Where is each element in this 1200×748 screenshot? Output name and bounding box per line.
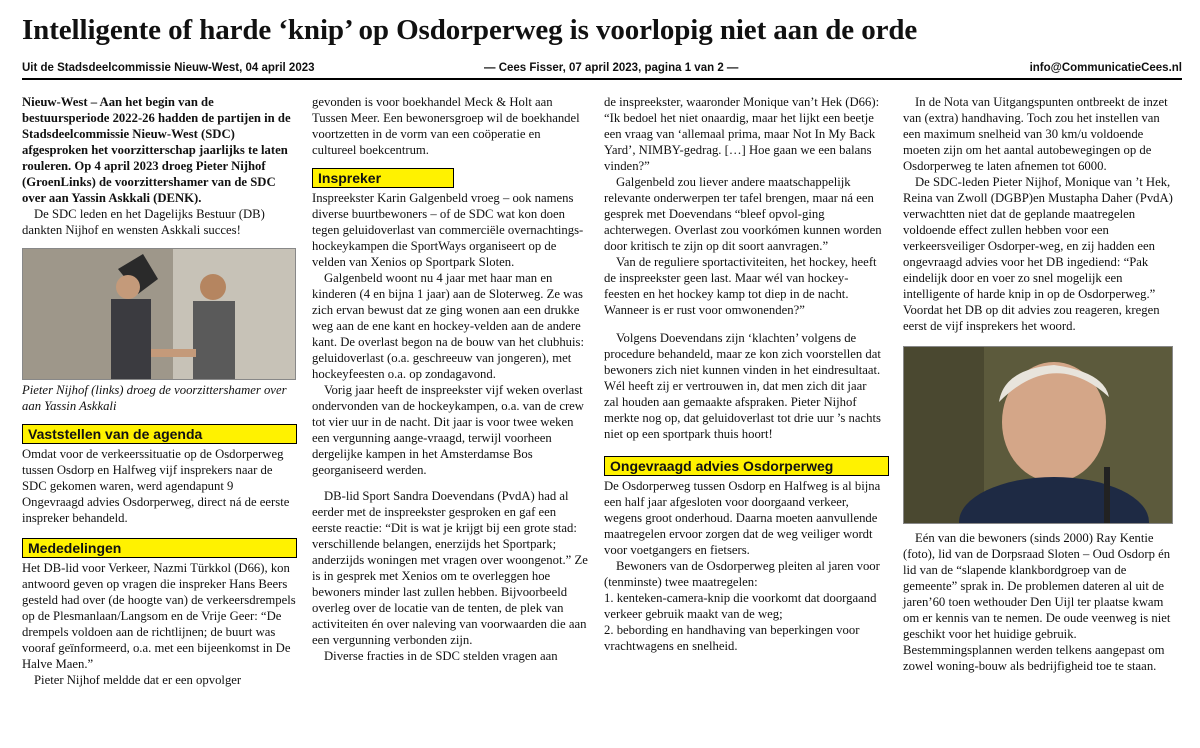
paragraph: Bewoners van de Osdorperweg pleiten al jaren voor (tenminste) twee maatregelen: — [604, 559, 880, 589]
paragraph: Het DB-lid voor Verkeer, Nazmi Türkkol (D66), kon antwoord geven op vragen die inspreker Hans Beers gesteld had over (de hoogte van) de verkeersdrempels op de Plesmanlaan/Langsom en de Vrije Geer: “De drempels voldoen aan de richtlijnen; de buurt was vooraf geïnformeerd, o.a. met een bijeenkomst in De Halve Maen.” — [22, 561, 296, 671]
column-2 — [312, 94, 588, 664]
section-heading-advies: Ongevraagd advies Osdorperweg — [604, 456, 889, 476]
author-line: — Cees Fisser, 07 april 2023, pagina 1 van 2 — — [484, 62, 739, 74]
paragraph: In de Nota van Uitgangspunten ontbreekt de inzet van (extra) handhaving. Toch zou het instellen van een maximum snelheid van 30 km/u voldoende moeten zijn om het aantal autobewegingen op de Osdorperweg te laten afnemen tot 6000. — [903, 95, 1168, 173]
column-1 — [22, 94, 297, 688]
paragraph: Pieter Nijhof meldde dat er een opvolger — [34, 673, 242, 687]
article-title: Intelligente of harde ‘knip’ op Osdorperweg is voorlopig niet aan de orde — [22, 14, 918, 46]
paragraph: Vorig jaar heeft de inspreekster vijf weken overlast ondervonden van de hockeykampen, o.a. van de crew tot vier uur in de nacht. Dit jaar is voor twee weken een vergunning aange-vraagd, terwijl voorheen dergelijke kampen in het Amsterdamse Bos georganiseerd werden. — [312, 383, 584, 477]
paragraph: De SDC leden en het Dagelijks Bestuur (DB) dankten Nijhof en wensten Askkali succes! — [22, 207, 265, 237]
handshake-photo-icon — [23, 249, 296, 380]
email-link[interactable]: info@CommunicatieCees.nl — [1029, 62, 1182, 74]
paragraph: Diverse fracties in de SDC stelden vragen aan — [324, 649, 558, 663]
paragraph: De SDC-leden Pieter Nijhof, Monique van ’t Hek, Reina van Zwoll (DGBP)en Mustapha Daher (PvdA) verwachtten niet dat de geplande maatregelen voldoende effect zullen hebben voor een verkeersveiliger Osdorper-weg, en zij hadden een ongevraagd advies voor het DB ingediend: “Pak eindelijk door en voer zo snel mogelijk een intelligente of harde knip in op de Osdorperweg.” — [903, 175, 1173, 301]
intro-paragraph: Nieuw-West – Aan het begin van de bestuursperiode 2022-26 hadden de partijen in de Stadsdeelcommissie Nieuw-West (SDC) afgesproken het voorzitterschap jaarlijks te laten rouleren. Op 4 april 2023 droeg Pieter Nijhof (GroenLinks) de voorzittershamer van de SDC over aan Yassin Askkali (DENK). — [22, 95, 291, 205]
photo-handover — [22, 248, 296, 380]
list-item: 2. bebording en handhaving van beperkingen voor vrachtwagens en snelheid. — [604, 623, 860, 653]
paragraph: De Osdorperweg tussen Osdorp en Halfweg is al bijna een half jaar afgesloten voor doorgaand verkeer, wegens groot onderhoud. Daarna moeten aanvullende maatregelen ervoor zorgen dat de weg veiliger wordt voor voetgangers en fietsers. — [604, 479, 881, 557]
photo-ray-kentie — [903, 346, 1173, 524]
paragraph: DB-lid Sport Sandra Doevendans (PvdA) had al eerder met de inspreekster gesproken en gaf een eerste reactie: “Dit is wat je krijgt bij een grote stad: verschillende belangen, enerzijds het Sportpark; anderzijds woningen met vragen over woongenot.” Ze is in gesprek met Xenios om te overleggen hoe bewoners minder last zullen hebben. Bijvoorbeeld overleg over de locatie van de tenten, de plek van activiteiten én over naleving van voorwaarden die aan een vergunning verbonden zijn. — [312, 489, 588, 647]
paragraph: Galgenbeld woont nu 4 jaar met haar man en kinderen (4 en bijna 1 jaar) aan de Sloterweg. Ze was zich ervan bewust dat ze ging wonen aan een drukke weg aan de ene kant en hockey-velden aan de andere kant. De overlast begon na de bouw van het clubhuis: geluidoverlast (o.a. geschreeuw van jongeren), met hockeyfeesten o.a. op zondagavond. — [312, 271, 585, 381]
section-heading-mededelingen: Mededelingen — [22, 538, 297, 558]
paragraph: Volgens Doevendans zijn ‘klachten’ volgens de procedure behandeld, maar ze kon zich voorstellen dat bewoners zich niet kunnen vinden in het eindresultaat. Wél heeft zij er vertrouwen in, dat men zich dit jaar zal houden aan gemaakte afspraken. Pieter Nijhof merkte nog op, dat geluidoverlast tot drie uur ’s nachts niet op een sportpark thuis hoort! — [604, 331, 881, 441]
paragraph: Galgenbeld zou liever andere maatschappelijk relevante onderwerpen ter tafel brengen, maar ná een gesprek met Doevendans “bleef opvol-ging achterwegen. Overlast zou voorkómen kunnen worden door kritisch te zijn op dit soort aanvragen.” — [604, 175, 882, 253]
paragraph: Inspreekster Karin Galgenbeld vroeg – ook namens diverse buurtbewoners – of de SDC wat kon doen tegen geluidoverlast van commerciële overnachtings-hockeykampen die SportWays organiseert op de velden van Xenios op Sportpark Sloten. — [312, 191, 584, 269]
paragraph: gevonden is voor boekhandel Meck & Holt aan Tussen Meer. Een bewonersgroep wil de boekhandel voortzetten in de vorm van een coöperatie en cultureel boekcentrum. — [312, 95, 580, 157]
paragraph: de inspreekster, waaronder Monique van’t Hek (D66): “Ik bedoel het niet onaardig, maar het lijkt een beetje een vraag van ‘allemaal prima, maar Not In My Back Yard’, NIMBY-gedrag. […] Hoe gaan we een balans vinden?” — [604, 95, 880, 173]
photo-caption: Eén van die bewoners (sinds 2000) Ray Kentie (foto), lid van de Dorpsraad Sloten – Oud Osdorp én lid van de “slapende klankbordgroep van de gemeente” sprak in. De problemen dateren al uit de jaren’60 toen wethouder Den Uijl ter plaatse kwam om er kennis van te nemen. De oude veenweg is niet geschikt voor het huidige gebruik. Bestemmingsplannen werden telkens aangepast om zowel woning-bouw als bedrijfigheid toe te staan. — [903, 531, 1171, 673]
list-item: 1. kenteken-camera-knip die voorkomt dat doorgaand verkeer gebruik maakt van de weg; — [604, 591, 877, 621]
byline-bar — [22, 60, 1182, 80]
section-heading-inspreker: Inspreker — [312, 168, 454, 188]
paragraph: Van de reguliere sportactiviteiten, het hockey, heeft de inspreekster geen last. Maar wél van hockey-feesten en het hockey kamp tot diep in de nacht. Wanneer is er rust voor omwonenden?” — [604, 255, 877, 317]
paragraph: Voordat het DB op dit advies zou reageren, kregen eerst de vijf insprekers het woord. — [903, 303, 1160, 333]
source-line: Uit de Stadsdeelcommissie Nieuw-West, 04 april 2023 — [22, 62, 315, 74]
photo-caption: Pieter Nijhof (links) droeg de voorzittershamer over aan Yassin Askkali — [22, 383, 287, 413]
portrait-photo-icon — [904, 347, 1173, 524]
section-heading-agenda: Vaststellen van de agenda — [22, 424, 297, 444]
column-4 — [903, 94, 1178, 674]
paragraph: Omdat voor de verkeerssituatie op de Osdorperweg tussen Osdorp en Halfweg vijf insprekers naar de SDC gekomen waren, werd agendapunt 9 Ongevraagd advies Osdorperweg, direct ná de eerste inspreker behandeld. — [22, 447, 290, 525]
column-3 — [604, 94, 884, 654]
